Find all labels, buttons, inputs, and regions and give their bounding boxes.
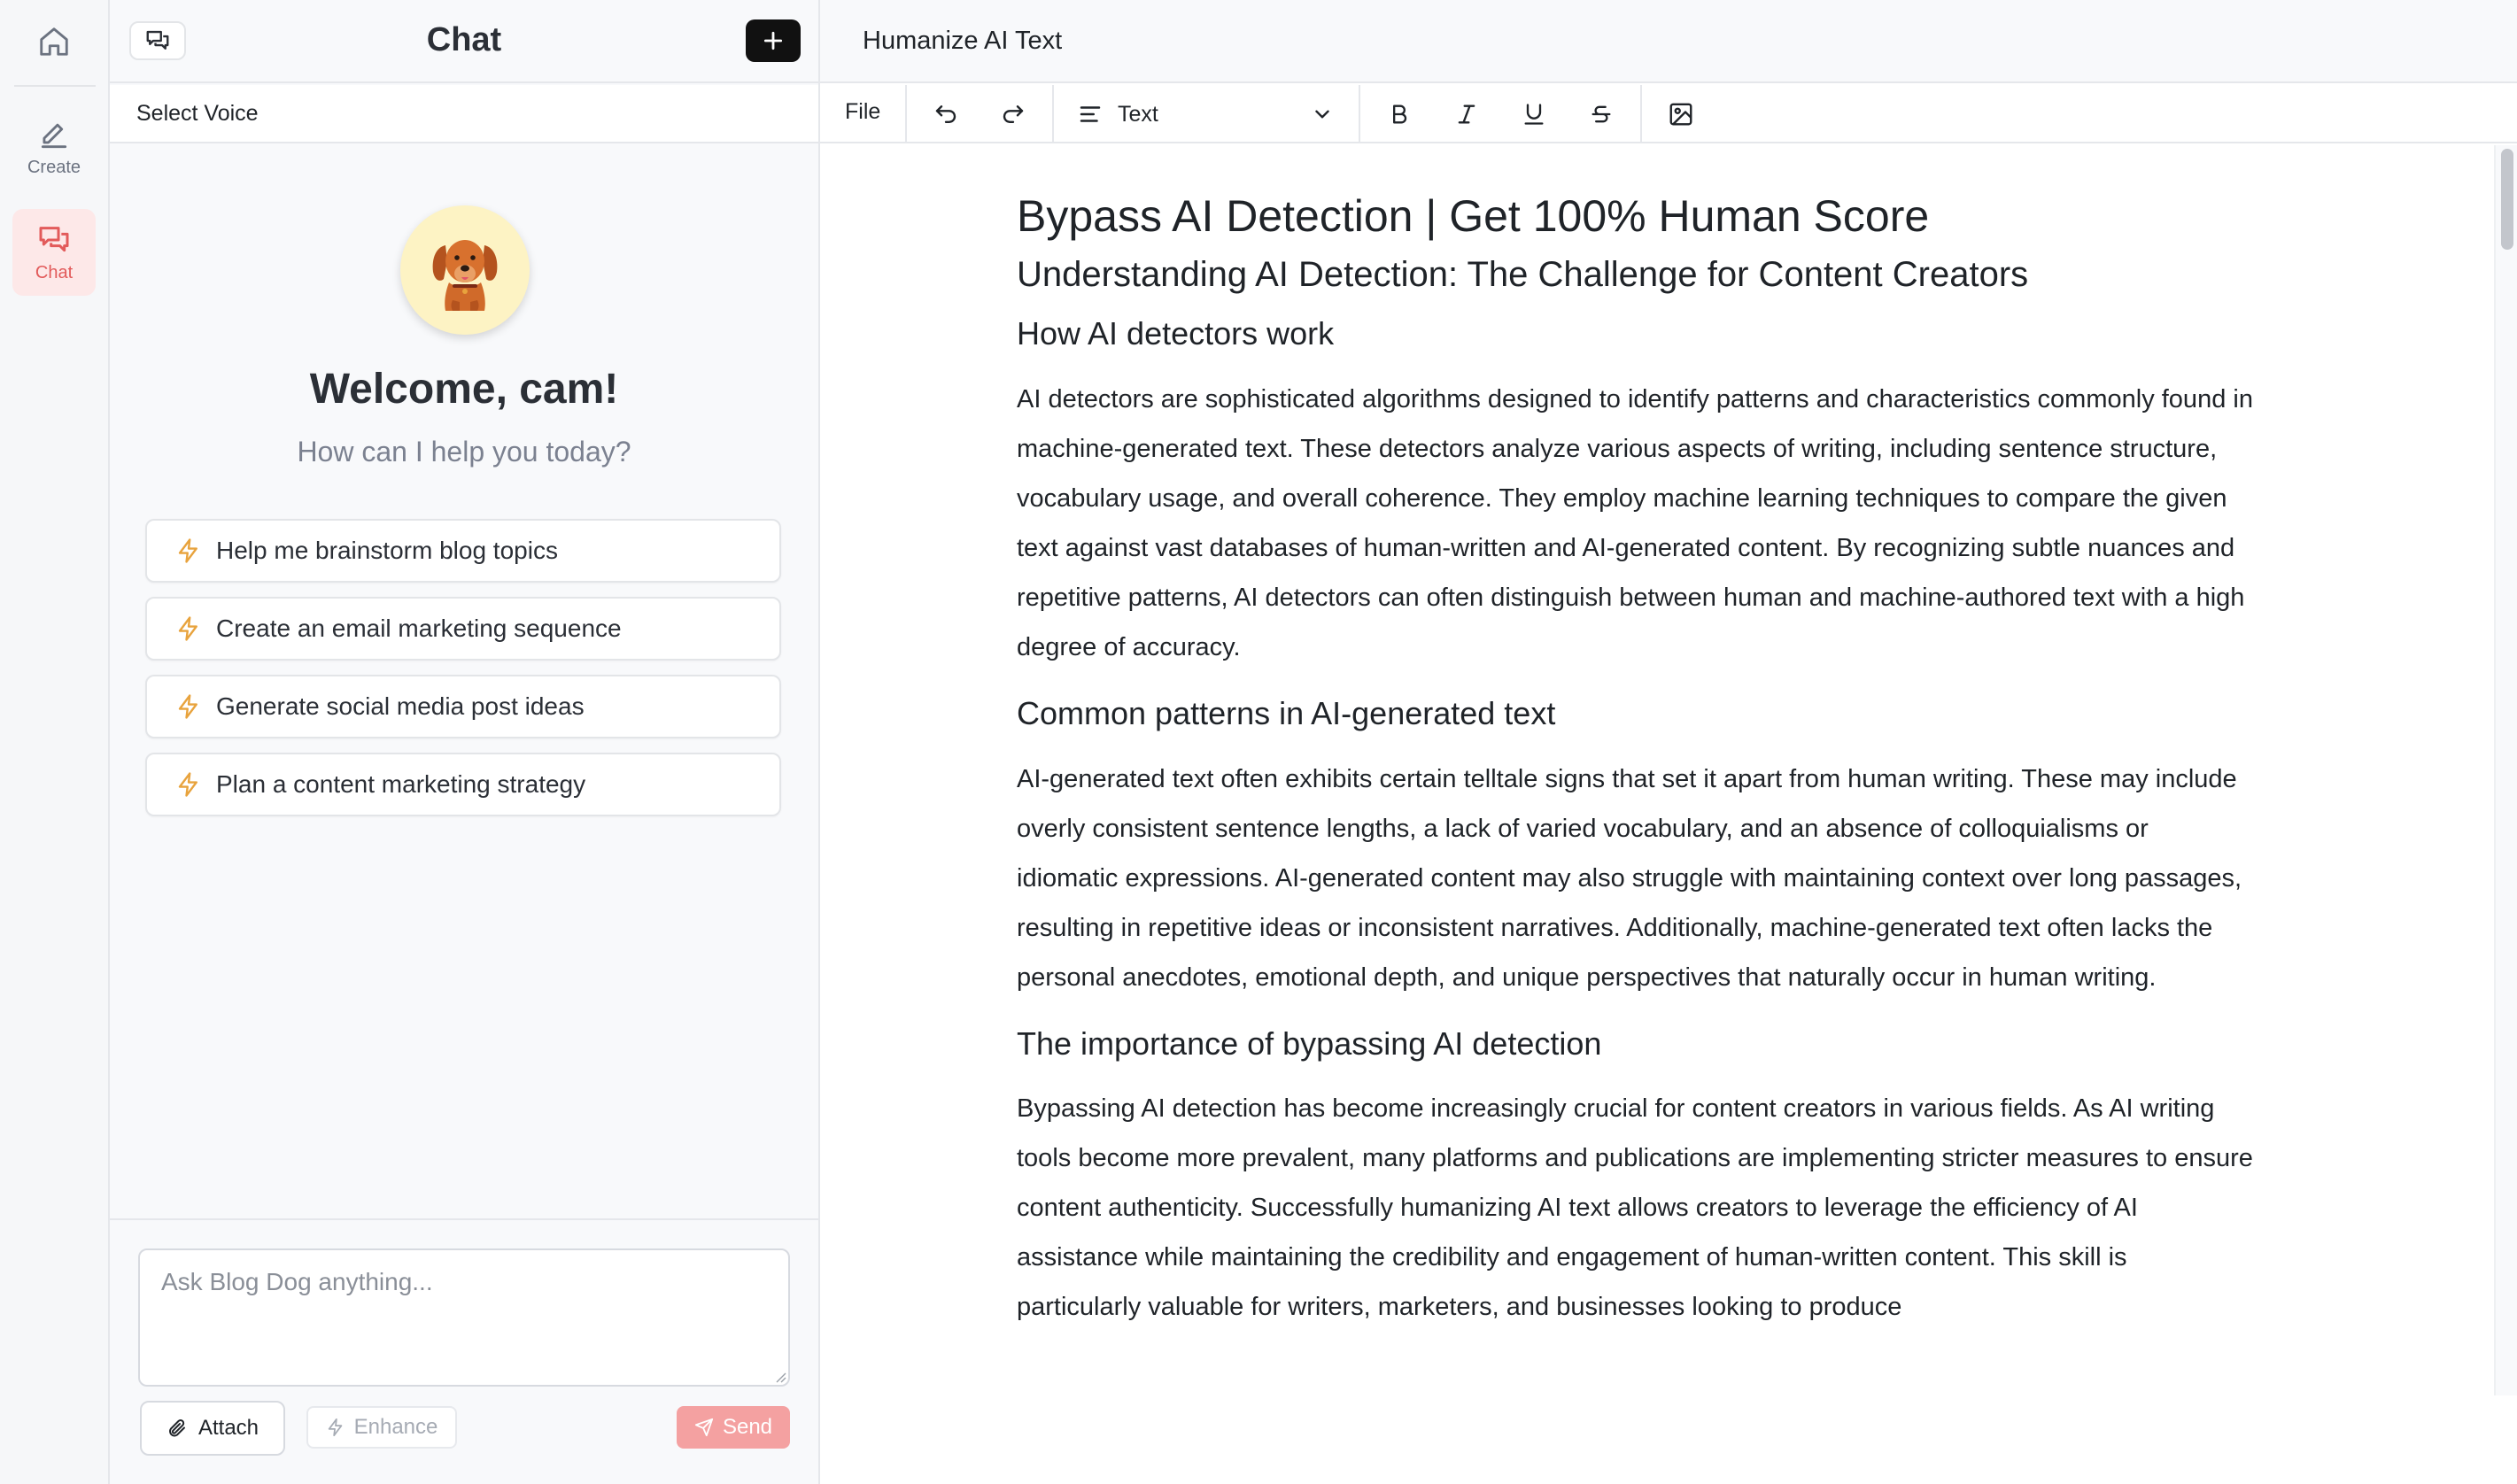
lightning-icon xyxy=(175,693,202,720)
rail-item-create[interactable] xyxy=(12,104,96,191)
chevron-down-icon xyxy=(1311,103,1334,126)
suggestion-social-media-post-ideas[interactable] xyxy=(145,675,781,738)
strikethrough-icon xyxy=(1589,102,1614,127)
welcome-subtitle: How can I help you today? xyxy=(297,436,631,468)
lightning-icon xyxy=(326,1418,345,1437)
attach-label: Attach xyxy=(197,1416,259,1440)
strikethrough-button[interactable] xyxy=(1582,96,1621,133)
select-voice-label: Select Voice xyxy=(136,100,259,126)
section-heading: The importance of bypassing AI detection xyxy=(1017,1024,1602,1062)
align-left-icon xyxy=(1077,101,1104,128)
underline-icon xyxy=(1522,102,1546,127)
toolbar-divider xyxy=(905,85,907,142)
rail-divider xyxy=(14,85,96,87)
section-paragraph: Bypassing AI detection has become increasingly crucial for content creators in various fields. As AI writing tools become more prevalent, many platforms and publications are implementing stricter measures to ensure content authenticity. Successfully humanizing AI text allows creators to leverage the efficiency of AI assistance while maintaining the credibility and engagement of human-written content. This skill is particularly valuable for writers, marketers, and businesses looking to produce xyxy=(1017,1094,2253,1322)
chat-composer xyxy=(110,1218,818,1484)
section-heading: How AI detectors work xyxy=(1017,315,1335,352)
resize-grip-icon[interactable] xyxy=(774,1371,786,1383)
toolbar-divider xyxy=(1359,85,1360,142)
avatar xyxy=(400,205,530,335)
section-heading: Common patterns in AI-generated text xyxy=(1017,694,1556,731)
toolbar-divider xyxy=(1052,85,1054,142)
lightning-icon xyxy=(175,771,202,798)
pencil-icon xyxy=(37,119,71,152)
document-header xyxy=(820,0,2517,83)
suggestion-label: Create an email marketing sequence xyxy=(216,614,622,642)
send-button[interactable] xyxy=(677,1406,790,1449)
lightning-icon xyxy=(175,537,202,564)
editor-toolbar xyxy=(820,85,2517,143)
left-rail xyxy=(0,0,110,1484)
paperclip-icon xyxy=(167,1418,188,1439)
send-icon xyxy=(694,1418,714,1437)
plus-icon xyxy=(762,29,785,52)
suggestion-email-marketing-sequence[interactable] xyxy=(145,597,781,661)
toolbar-divider xyxy=(1640,85,1642,142)
chat-message-input[interactable] xyxy=(138,1248,790,1387)
document-h1: Bypass AI Detection | Get 100% Human Score xyxy=(1017,191,1930,241)
document-h2: Understanding AI Detection: The Challenge for Content Creators xyxy=(1017,255,2029,294)
new-chat-button[interactable] xyxy=(746,19,801,62)
welcome-heading: Welcome, cam! xyxy=(309,366,619,413)
home-icon xyxy=(37,25,71,58)
undo-icon xyxy=(933,101,959,128)
suggestion-brainstorm-blog-topics[interactable] xyxy=(145,519,781,583)
rail-item-create-label: Create xyxy=(27,157,81,177)
select-voice-dropdown[interactable] xyxy=(110,85,818,143)
underline-button[interactable] xyxy=(1514,96,1553,133)
bold-button[interactable] xyxy=(1380,96,1419,133)
editor-panel xyxy=(820,0,2517,1484)
redo-icon xyxy=(1000,101,1026,128)
suggestion-label: Generate social media post ideas xyxy=(216,692,585,720)
text-style-dropdown[interactable] xyxy=(1077,96,1334,133)
file-menu[interactable]: File xyxy=(845,99,881,124)
redo-button[interactable] xyxy=(994,96,1033,133)
document-title[interactable]: Humanize AI Text xyxy=(863,27,1063,55)
chat-panel xyxy=(110,0,820,1484)
rail-item-chat[interactable] xyxy=(12,209,96,296)
document-body[interactable] xyxy=(820,145,2494,1395)
text-style-label: Text xyxy=(1118,101,1158,127)
suggestion-content-marketing-strategy[interactable] xyxy=(145,753,781,816)
chat-bubbles-icon xyxy=(36,222,72,258)
document-scrollbar[interactable] xyxy=(2494,145,2517,1395)
image-icon xyxy=(1668,101,1694,128)
attach-button[interactable] xyxy=(140,1401,285,1456)
enhance-label: Enhance xyxy=(353,1415,438,1439)
section-paragraph: AI-generated text often exhibits certain telltale signs that set it apart from human writing. These may include overly consistent sentence lengths, a lack of varied vocabulary, and an absence of colloquialisms or idiomatic expressions. AI-generated content may also struggle with maintaining context over long passages, resulting in repetitive ideas or inconsistent narratives. Additionally, machine-generated text often lacks the personal anecdotes, emotional depth, and unique perspectives that naturally occur in human writing. xyxy=(1017,764,2242,992)
suggestion-label: Plan a content marketing strategy xyxy=(216,770,586,798)
italic-icon xyxy=(1454,102,1479,127)
document-content[interactable] xyxy=(1017,189,2257,1353)
italic-button[interactable] xyxy=(1447,96,1486,133)
chat-title: Chat xyxy=(426,21,502,58)
suggestion-label: Help me brainstorm blog topics xyxy=(216,537,558,564)
section-paragraph: AI detectors are sophisticated algorithms designed to identify patterns and characteristics commonly found in machine-generated text. These detectors analyze various aspects of writing, including sentence structure, vocabulary usage, and overall coherence. They employ machine learning techniques to compare the given text against vast databases of human-written and AI-generated content. By recognizing subtle nuances and repetitive patterns, AI detectors can often distinguish between human and machine-authored text with a high degree of accuracy. xyxy=(1017,384,2253,661)
bold-icon xyxy=(1387,102,1412,127)
send-label: Send xyxy=(722,1415,773,1439)
undo-button[interactable] xyxy=(926,96,965,133)
home-button[interactable] xyxy=(21,12,87,71)
document-footer-area xyxy=(820,1395,2494,1484)
rail-item-chat-label: Chat xyxy=(35,262,74,282)
dog-mascot-icon xyxy=(422,226,507,314)
scrollbar-thumb[interactable] xyxy=(2501,149,2513,250)
enhance-button[interactable] xyxy=(306,1406,457,1449)
lightning-icon xyxy=(175,615,202,642)
insert-image-button[interactable] xyxy=(1661,96,1700,133)
chat-header xyxy=(110,0,818,83)
